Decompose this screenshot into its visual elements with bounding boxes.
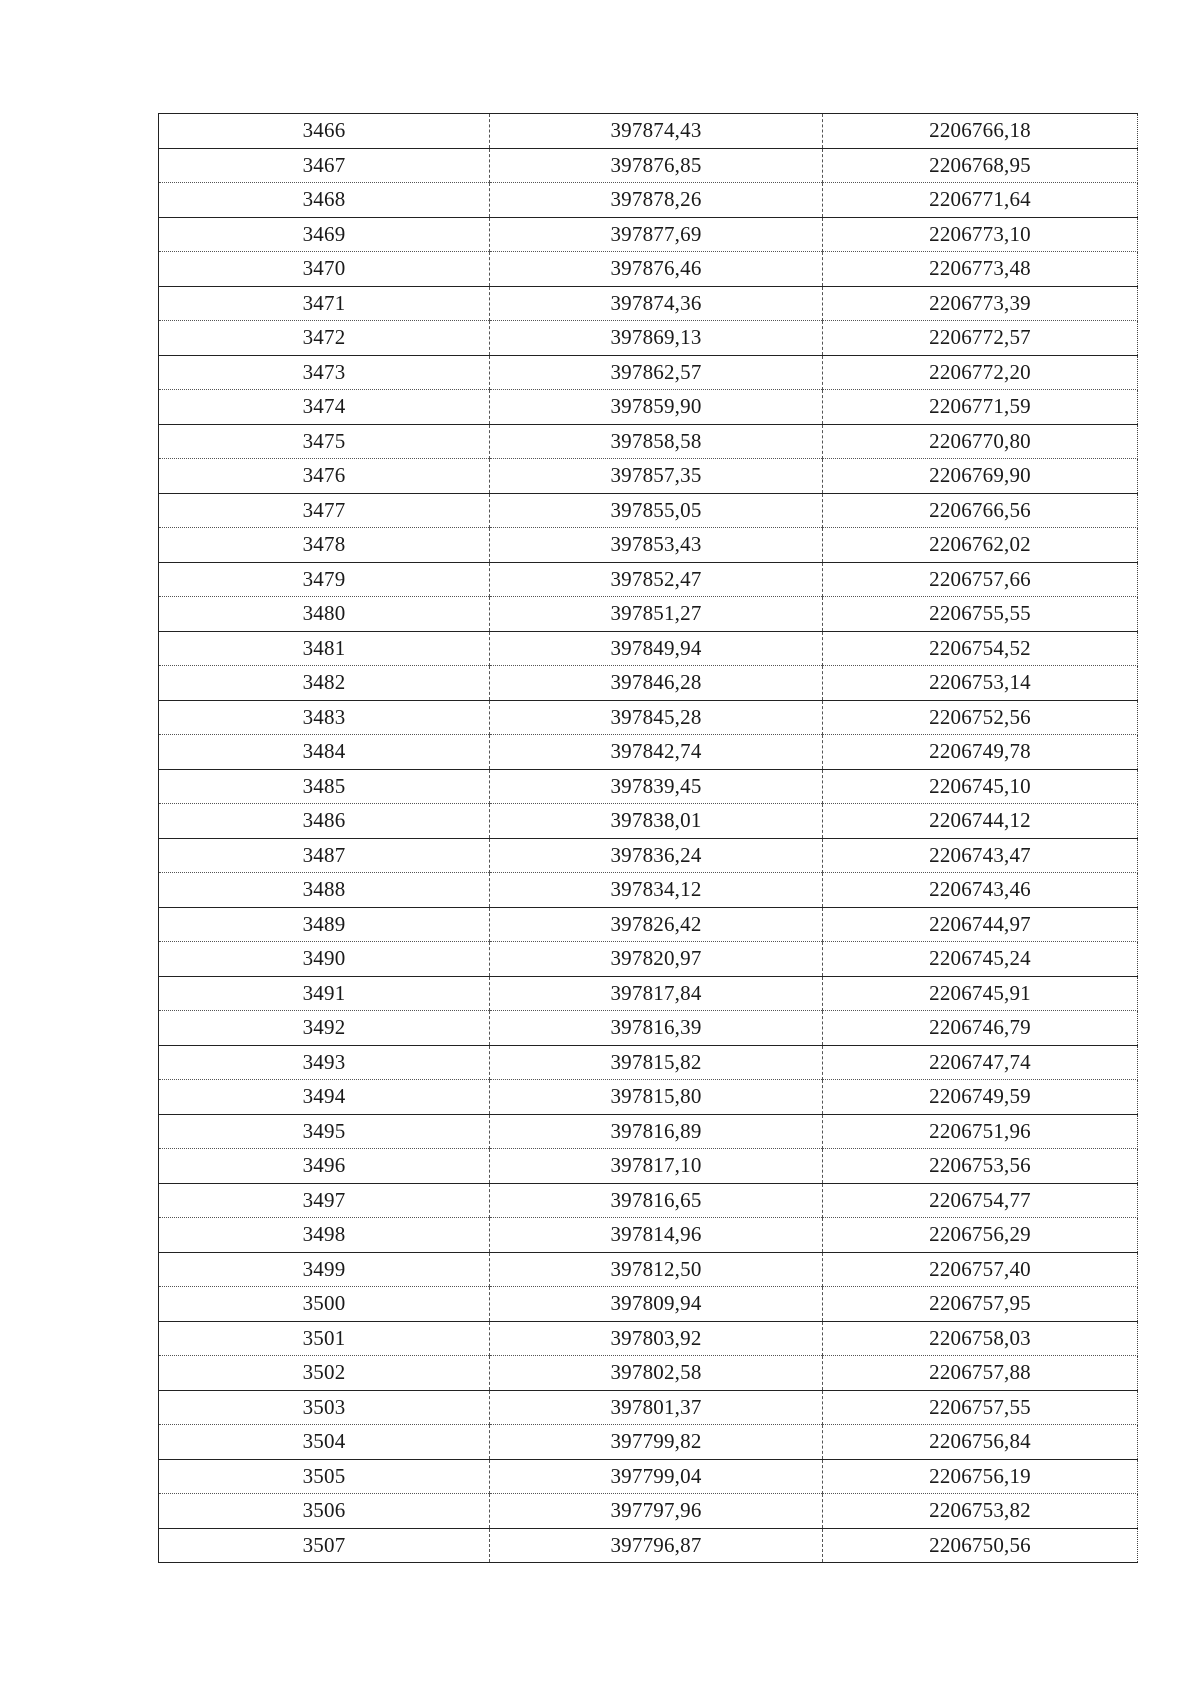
point-number-cell: 3489: [159, 907, 490, 942]
table-row: [159, 562, 1138, 597]
table-row: [159, 1528, 1138, 1563]
point-number-cell: 3466: [159, 114, 490, 149]
y-coordinate-cell: 2206773,48: [823, 252, 1138, 287]
point-number-cell: 3493: [159, 1045, 490, 1080]
point-number-cell: 3496: [159, 1149, 490, 1184]
point-number-cell: 3482: [159, 666, 490, 701]
table-row: [159, 1287, 1138, 1322]
x-coordinate-cell: 397874,43: [490, 114, 823, 149]
y-coordinate-cell: 2206757,40: [823, 1252, 1138, 1287]
x-coordinate-cell: 397855,05: [490, 493, 823, 528]
table-row: [159, 390, 1138, 425]
y-coordinate-cell: 2206773,10: [823, 217, 1138, 252]
y-coordinate-cell: 2206762,02: [823, 528, 1138, 563]
y-coordinate-cell: 2206745,10: [823, 769, 1138, 804]
x-coordinate-cell: 397815,82: [490, 1045, 823, 1080]
y-coordinate-cell: 2206751,96: [823, 1114, 1138, 1149]
point-number-cell: 3504: [159, 1425, 490, 1460]
coordinates-table: [158, 113, 1138, 1563]
x-coordinate-cell: 397834,12: [490, 873, 823, 908]
x-coordinate-cell: 397853,43: [490, 528, 823, 563]
y-coordinate-cell: 2206772,20: [823, 355, 1138, 390]
table-row: [159, 493, 1138, 528]
point-number-cell: 3480: [159, 597, 490, 632]
y-coordinate-cell: 2206744,12: [823, 804, 1138, 839]
x-coordinate-cell: 397797,96: [490, 1494, 823, 1529]
x-coordinate-cell: 397809,94: [490, 1287, 823, 1322]
y-coordinate-cell: 2206768,95: [823, 148, 1138, 183]
point-number-cell: 3499: [159, 1252, 490, 1287]
y-coordinate-cell: 2206758,03: [823, 1321, 1138, 1356]
y-coordinate-cell: 2206750,56: [823, 1528, 1138, 1563]
table-row: [159, 735, 1138, 770]
point-number-cell: 3487: [159, 838, 490, 873]
point-number-cell: 3502: [159, 1356, 490, 1391]
table-row: [159, 597, 1138, 632]
table-row: [159, 976, 1138, 1011]
y-coordinate-cell: 2206772,57: [823, 321, 1138, 356]
point-number-cell: 3507: [159, 1528, 490, 1563]
point-number-cell: 3473: [159, 355, 490, 390]
x-coordinate-cell: 397839,45: [490, 769, 823, 804]
table-row: [159, 1011, 1138, 1046]
x-coordinate-cell: 397817,84: [490, 976, 823, 1011]
table-row: [159, 804, 1138, 839]
y-coordinate-cell: 2206773,39: [823, 286, 1138, 321]
y-coordinate-cell: 2206771,64: [823, 183, 1138, 218]
x-coordinate-cell: 397799,04: [490, 1459, 823, 1494]
x-coordinate-cell: 397846,28: [490, 666, 823, 701]
table-row: [159, 942, 1138, 977]
point-number-cell: 3500: [159, 1287, 490, 1322]
x-coordinate-cell: 397876,46: [490, 252, 823, 287]
point-number-cell: 3469: [159, 217, 490, 252]
table-row: [159, 1114, 1138, 1149]
point-number-cell: 3491: [159, 976, 490, 1011]
x-coordinate-cell: 397859,90: [490, 390, 823, 425]
point-number-cell: 3470: [159, 252, 490, 287]
x-coordinate-cell: 397851,27: [490, 597, 823, 632]
y-coordinate-cell: 2206752,56: [823, 700, 1138, 735]
point-number-cell: 3483: [159, 700, 490, 735]
table-row: [159, 838, 1138, 873]
point-number-cell: 3503: [159, 1390, 490, 1425]
table-row: [159, 1425, 1138, 1460]
y-coordinate-cell: 2206757,95: [823, 1287, 1138, 1322]
x-coordinate-cell: 397816,65: [490, 1183, 823, 1218]
y-coordinate-cell: 2206766,18: [823, 114, 1138, 149]
point-number-cell: 3474: [159, 390, 490, 425]
y-coordinate-cell: 2206757,88: [823, 1356, 1138, 1391]
table-row: [159, 286, 1138, 321]
point-number-cell: 3497: [159, 1183, 490, 1218]
table-row: [159, 1218, 1138, 1253]
point-number-cell: 3468: [159, 183, 490, 218]
coordinates-table-body: [159, 114, 1138, 1563]
x-coordinate-cell: 397799,82: [490, 1425, 823, 1460]
table-row: [159, 528, 1138, 563]
x-coordinate-cell: 397878,26: [490, 183, 823, 218]
point-number-cell: 3484: [159, 735, 490, 770]
point-number-cell: 3495: [159, 1114, 490, 1149]
point-number-cell: 3476: [159, 459, 490, 494]
table-row: [159, 1459, 1138, 1494]
x-coordinate-cell: 397812,50: [490, 1252, 823, 1287]
y-coordinate-cell: 2206753,14: [823, 666, 1138, 701]
y-coordinate-cell: 2206747,74: [823, 1045, 1138, 1080]
x-coordinate-cell: 397842,74: [490, 735, 823, 770]
y-coordinate-cell: 2206754,52: [823, 631, 1138, 666]
y-coordinate-cell: 2206749,59: [823, 1080, 1138, 1115]
x-coordinate-cell: 397877,69: [490, 217, 823, 252]
x-coordinate-cell: 397820,97: [490, 942, 823, 977]
y-coordinate-cell: 2206756,29: [823, 1218, 1138, 1253]
x-coordinate-cell: 397801,37: [490, 1390, 823, 1425]
point-number-cell: 3506: [159, 1494, 490, 1529]
point-number-cell: 3481: [159, 631, 490, 666]
x-coordinate-cell: 397876,85: [490, 148, 823, 183]
point-number-cell: 3498: [159, 1218, 490, 1253]
x-coordinate-cell: 397826,42: [490, 907, 823, 942]
x-coordinate-cell: 397858,58: [490, 424, 823, 459]
y-coordinate-cell: 2206757,55: [823, 1390, 1138, 1425]
x-coordinate-cell: 397796,87: [490, 1528, 823, 1563]
x-coordinate-cell: 397852,47: [490, 562, 823, 597]
y-coordinate-cell: 2206753,56: [823, 1149, 1138, 1184]
x-coordinate-cell: 397857,35: [490, 459, 823, 494]
table-row: [159, 1252, 1138, 1287]
point-number-cell: 3479: [159, 562, 490, 597]
y-coordinate-cell: 2206770,80: [823, 424, 1138, 459]
y-coordinate-cell: 2206754,77: [823, 1183, 1138, 1218]
table-row: [159, 114, 1138, 149]
table-row: [159, 1494, 1138, 1529]
table-row: [159, 769, 1138, 804]
table-row: [159, 252, 1138, 287]
table-row: [159, 1045, 1138, 1080]
point-number-cell: 3494: [159, 1080, 490, 1115]
table-row: [159, 1149, 1138, 1184]
x-coordinate-cell: 397838,01: [490, 804, 823, 839]
table-row: [159, 1321, 1138, 1356]
y-coordinate-cell: 2206753,82: [823, 1494, 1138, 1529]
table-row: [159, 424, 1138, 459]
x-coordinate-cell: 397814,96: [490, 1218, 823, 1253]
x-coordinate-cell: 397802,58: [490, 1356, 823, 1391]
table-row: [159, 631, 1138, 666]
point-number-cell: 3471: [159, 286, 490, 321]
table-row: [159, 183, 1138, 218]
table-row: [159, 355, 1138, 390]
x-coordinate-cell: 397849,94: [490, 631, 823, 666]
x-coordinate-cell: 397816,89: [490, 1114, 823, 1149]
point-number-cell: 3501: [159, 1321, 490, 1356]
y-coordinate-cell: 2206743,46: [823, 873, 1138, 908]
point-number-cell: 3475: [159, 424, 490, 459]
y-coordinate-cell: 2206766,56: [823, 493, 1138, 528]
table-row: [159, 459, 1138, 494]
x-coordinate-cell: 397803,92: [490, 1321, 823, 1356]
point-number-cell: 3478: [159, 528, 490, 563]
table-row: [159, 148, 1138, 183]
x-coordinate-cell: 397816,39: [490, 1011, 823, 1046]
x-coordinate-cell: 397845,28: [490, 700, 823, 735]
x-coordinate-cell: 397862,57: [490, 355, 823, 390]
y-coordinate-cell: 2206757,66: [823, 562, 1138, 597]
table-row: [159, 217, 1138, 252]
x-coordinate-cell: 397836,24: [490, 838, 823, 873]
table-row: [159, 873, 1138, 908]
table-row: [159, 1183, 1138, 1218]
y-coordinate-cell: 2206749,78: [823, 735, 1138, 770]
y-coordinate-cell: 2206744,97: [823, 907, 1138, 942]
y-coordinate-cell: 2206769,90: [823, 459, 1138, 494]
point-number-cell: 3492: [159, 1011, 490, 1046]
point-number-cell: 3490: [159, 942, 490, 977]
table-row: [159, 1080, 1138, 1115]
x-coordinate-cell: 397817,10: [490, 1149, 823, 1184]
point-number-cell: 3477: [159, 493, 490, 528]
y-coordinate-cell: 2206746,79: [823, 1011, 1138, 1046]
y-coordinate-cell: 2206771,59: [823, 390, 1138, 425]
table-row: [159, 700, 1138, 735]
point-number-cell: 3485: [159, 769, 490, 804]
point-number-cell: 3486: [159, 804, 490, 839]
x-coordinate-cell: 397815,80: [490, 1080, 823, 1115]
table-row: [159, 321, 1138, 356]
y-coordinate-cell: 2206756,84: [823, 1425, 1138, 1460]
y-coordinate-cell: 2206745,91: [823, 976, 1138, 1011]
point-number-cell: 3488: [159, 873, 490, 908]
table-row: [159, 1390, 1138, 1425]
y-coordinate-cell: 2206745,24: [823, 942, 1138, 977]
table-row: [159, 907, 1138, 942]
y-coordinate-cell: 2206755,55: [823, 597, 1138, 632]
point-number-cell: 3472: [159, 321, 490, 356]
point-number-cell: 3467: [159, 148, 490, 183]
point-number-cell: 3505: [159, 1459, 490, 1494]
table-row: [159, 666, 1138, 701]
x-coordinate-cell: 397869,13: [490, 321, 823, 356]
y-coordinate-cell: 2206743,47: [823, 838, 1138, 873]
y-coordinate-cell: 2206756,19: [823, 1459, 1138, 1494]
x-coordinate-cell: 397874,36: [490, 286, 823, 321]
table-row: [159, 1356, 1138, 1391]
